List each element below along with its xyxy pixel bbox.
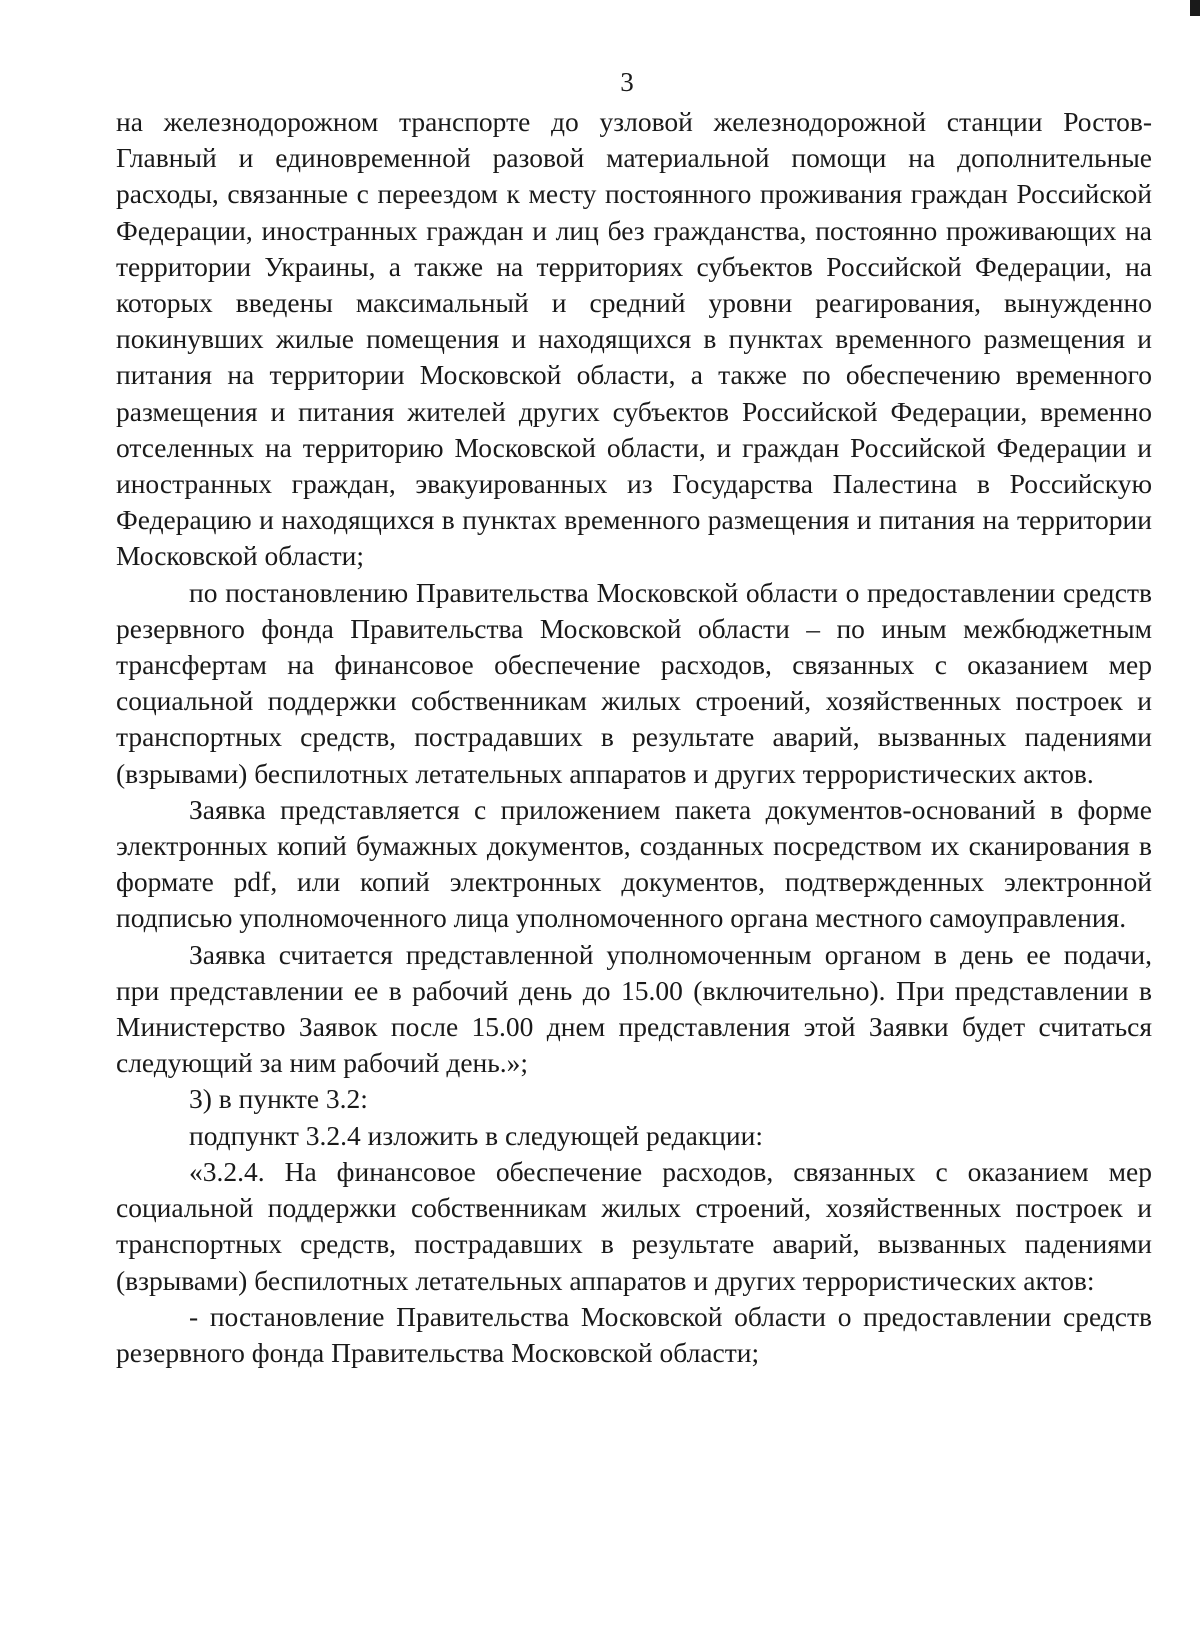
paragraph-subitem-intro: подпункт 3.2.4 изложить в следующей редакции: [189,1119,763,1151]
paragraph-continuation: на железнодорожном транспорте до узловой железнодорожной станции Ростов-Главный и единовременной разовой материальной помощи на дополнительные расходы, связанные с переездом к месту постоянного проживания граждан Российской Федерации, иностранных граждан и лиц без гражданства, постоянно проживающих на территории Украины, а также на территориях субъектов Российской Федерации, на которых введены максимальный и средний уровни реагирования, вынужденно покинувших жилые помещения и находящихся в пунктах временного размещения и питания на территории Московской области, а также по обеспечению временного размещения и питания жителей других субъектов Российской Федерации, временно отселенных на территорию Московской области, и граждан Российской Федерации и иностранных граждан, эвакуированных из Государства Палестина в Российскую Федерацию и находящихся в пунктах временного размещения и питания на территории Московской области; [116,106,1152,572]
paragraph-list-item: - постановление Правительства Московской области о предоставлении средств резервного фонда Правительства Московской области; [116,1300,1152,1368]
paragraph-item-3: 3) в пункте 3.2: [189,1083,368,1115]
page-number: 3 [620,67,634,97]
document-body [116,104,1152,1371]
paragraph-application-documents: Заявка представляется с приложением пакета документов-оснований в форме электронных копий бумажных документов, созданных посредством их сканирования в формате pdf, или копий электронных документов, подтвержденных электронной подписью уполномоченного лица уполномоченного органа местного самоуправления. [116,793,1152,934]
paragraph-subitem-3-2-4: «3.2.4. На финансовое обеспечение расходов, связанных с оказанием мер социальной поддержки собственникам жилых строений, хозяйственных построек и транспортных средств, пострадавших в результате аварий, вызванных падениями (взрывами) беспилотных летательных аппаратов и других террористических актов: [116,1155,1152,1296]
paragraph-reserve-fund: по постановлению Правительства Московской области о предоставлении средств резервного фонда Правительства Московской области – по иным межбюджетным трансфертам на финансовое обеспечение расходов, связанных с оказанием мер социальной поддержки собственникам жилых строений, хозяйственных построек и транспортных средств, пострадавших в результате аварий, вызванных падениями (взрывами) беспилотных летательных аппаратов и других террористических актов. [116,576,1152,789]
scan-edge-mark [1190,0,1200,16]
paragraph-application-deadline: Заявка считается представленной уполномоченным органом в день ее подачи, при представлении ее в рабочий день до 15.00 (включительно). При представлении в Министерство Заявок после 15.00 днем представления этой Заявки будет считаться следующий за ним рабочий день.»; [116,938,1152,1079]
